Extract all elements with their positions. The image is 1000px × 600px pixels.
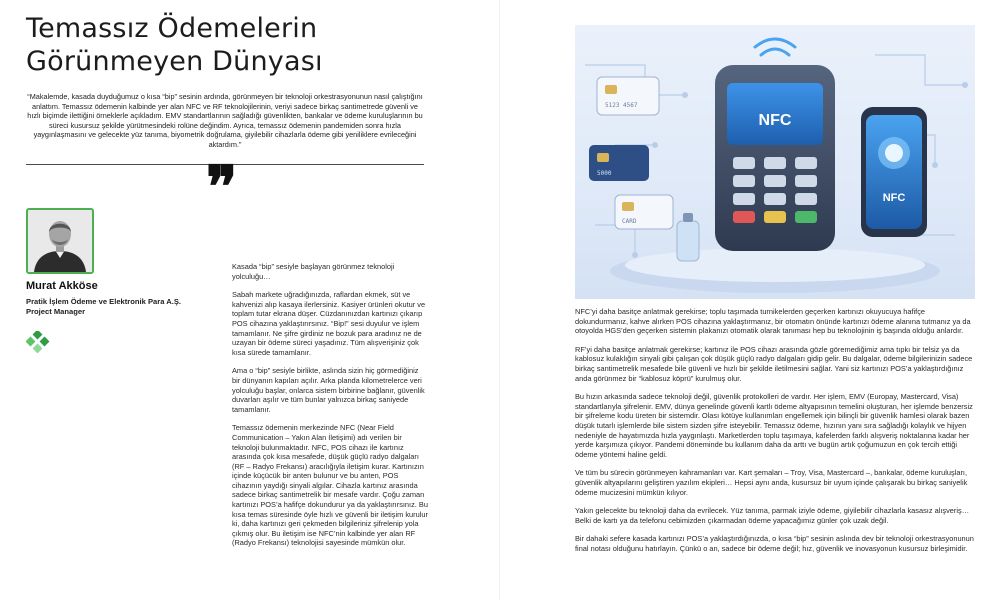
- hero-illustration: [575, 25, 975, 299]
- pos-terminal-icon: [715, 65, 835, 251]
- svg-text:5000: 5000: [597, 170, 612, 177]
- wireless-signal-icon: [755, 39, 795, 55]
- article-abstract: “Makalemde, kasada duyduğumuz o kısa “bip” sesinin ardında, görünmeyen bir teknoloji orkestrasyonunun nasıl çalıştığını anlattım. Temassız ödemenin kalbinde yer alan NFC ve RF teknolojilerinin, veriyi sadece birkaç santimetrede güvenli ve hızlı biçimde ilettiğini örneklerle açıkladım. EMV standartlarının sağladığı güvenlikten, bankalar ve ödeme kuruluşlarının bu süreci kusursuz şekilde yürütmesindeki rolüne değindim. Ayrıca, temassız ödemenin pandemiden sonra hızla yaygınlaşmasını ve gelecekte yüz tanıma, biyometrik doğrulama, giyilebilir cihazlarla ödeme gibi yeniliklere evrileceğini aktardım.”: [27, 92, 423, 149]
- paragraph: Ve tüm bu sürecin görünmeyen kahramanları var. Kart şemaları – Troy, Visa, Mastercard –, bankalar, ödeme kuruluşları, güvenlik altyapılarını geliştiren yazılım ekipleri… Hepsi aynı anda, kusursuz bir uyum içinde çalışarak bu birkaç saniyelik ödeme mucizesini mümkün kılıyor.: [575, 468, 968, 497]
- avatar: [28, 210, 92, 272]
- bottle-icon: [677, 213, 699, 261]
- card-icon: [597, 77, 659, 115]
- svg-text:5123 4567: 5123 4567: [605, 102, 638, 109]
- article-title: [26, 12, 323, 78]
- right-page: [500, 0, 1000, 600]
- author-photo: [26, 208, 94, 274]
- card-icon: [615, 195, 673, 229]
- title-line-2: Görünmeyen Dünyası: [26, 46, 323, 77]
- body-column-left: [232, 262, 428, 557]
- paragraph: Sabah markete uğradığınızda, raflardan ekmek, süt ve kahvenizi alıp kasaya ilerlersiniz. Kasiyer ürünleri okutur ve toplam tutar ekrana düşer. Cüzdanınızdan kartınızı çıkarıp POS cihazına yaklaştırırsınız. “Bip!” sesi duyulur ve işlem tamamlanır. Ne şifre girdiniz ne bozuk para aradınız ne de uzayan bir ödeme süreci yaşadınız. Tüm alışverişiniz çok kısa sürede tamamlanır.: [232, 290, 426, 357]
- paragraph: Bir dahaki sefere kasada kartınızı POS’a yaklaştırdığınızda, o kısa “bip” sesinin aslında dev bir teknoloji orkestrasyonunun final notası olduğunu hatırlayın. Çünkü o an, sadece bir ödeme değil; hız, güvenlik ve inovasyonun kusursuz birleşimidir.: [575, 534, 974, 553]
- paragraph: Temassız ödemenin merkezinde NFC (Near Field Communication – Yakın Alan İletişimi) adı verilen bir teknoloji bulunmaktadır. NFC, POS cihazı ile kartınız arasında çok kısa mesafede, düşük güçlü radyo dalgaları (RF – Radyo Frekansı) aracılığıyla iletişim kurar. Kartınızın içinde küçücük bir anten bulunur ve bu anten, POS cihazının yaydığı sinyali algılar. Cihazla kartınız arasında sadece birkaç santimetrelik bir mesafe vardır. Çoğu zaman kartınızı POS’a hafifçe dokundurur ya da yaklaştırırsınız. Bu kısa temas süresinde öyle hızlı ve güvenli bir iletişim kurulur ki, daha kartınızı geri çekmeden bilgileriniz şifrelenip yola çıkmış olur. Bu iletişim ise NFC’nin kalbinde yer alan RF (Radyo Frekansı) teknolojisi sayesinde mümkün olur.: [232, 423, 428, 548]
- title-line-1: Temassız Ödemelerin: [26, 13, 318, 44]
- smartphone-icon: [861, 107, 927, 237]
- body-column-right: [575, 307, 977, 562]
- svg-text:CARD: CARD: [622, 218, 637, 225]
- svg-text:NFC: NFC: [882, 192, 906, 204]
- paragraph: Kasada “bip” sesiyle başlayan görünmez teknoloji yolculuğu…: [232, 262, 395, 281]
- author-name: Murat Akköse: [26, 280, 98, 292]
- paragraph: Bu hızın arkasında sadece teknoloji değil, güvenlik protokolleri de vardır. Her işlem, EMV (Europay, Mastercard, Visa) standartlarıyla şifrelenir. EMV, dünya genelinde güvenli kartlı ödeme altyapısının temelini oluşturan, her işlemde benzersiz bir şifreleme kodu üreten bir sistemdir. Olası kötüye kullanımları engellemek için bilinçli bir güvenlik hamlesi olarak bazen düşük tutarlı işlemlerde bile sistem sizden şifre isteyebilir. Temassız ödeme, hızının yanı sıra sağladığı kolaylık ve hijyen nedeniyle de hayatımızda hızla yaygınlaştı. Marketlerden toplu taşımaya, kafelerden farklı alışveriş noktalarına kadar her yerde karşımıza çıkıyor. Pandemi döneminde bu kullanım daha da arttı ve bugün artık çoğumuzun en çok tercih ettiği ödeme yöntemi haline geldi.: [575, 392, 973, 459]
- nfc-payment-illustration: [575, 25, 975, 299]
- quote-mark-icon: ❞: [206, 153, 238, 221]
- paragraph: Yakın gelecekte bu teknoloji daha da evrilecek. Yüz tanıma, parmak iziyle ödeme, giyilebilir cihazlarla kasasız alışveriş… Belki de kartı ya da telefonu cebimizden çıkarmadan ödeme yapacağımız günler çok uzak değil.: [575, 506, 970, 525]
- paragraph: Ama o “bip” sesiyle birlikte, aslında sizin hiç görmediğiniz bir dünyanın kapıları açılır. Arka planda kilometrelerce veri yolculuğu başlar, onlarca sistem birbirine bağlanır, güvenlik duvarları aşılır ve tüm bunlar yalnızca birkaç saniyede tamamlanır.: [232, 366, 425, 414]
- card-icon: [589, 145, 649, 181]
- paragraph: RF’yi daha basitçe anlatmak gerekirse; kartınız ile POS cihazı arasında gözle göremediğimiz ama tıpkı bir telsiz ya da kablosuz kulaklığın sinyali gibi çalışan çok düşük güçlü radyo dalgaları gidip gelir. Bu dalgalar, ödeme bilgilerinizin sadece birkaç santimetrelik mesafede bile güvenli ve hızlı bir şekilde iletilmesini sağlar. Yani siz kartınızı POS’a yaklaştırdığınız anda görünmez bir “kablosuz köprü” kurulmuş olur.: [575, 344, 973, 383]
- paragraph: NFC’yi daha basitçe anlatmak gerekirse; toplu taşımada turnikelerden geçerken kartınızı okuyucuya hafifçe dokundurmanız, kahve alırken POS cihazına yaklaştırmanız, bir otomatın önünde kartınızı ödeme alanına tutmanız ya da otoyolda HGS’den geçerken sistemin plakanızı otomatik olarak tanıması hep bu teknolojinin iş başında olduğu anlardır.: [575, 307, 971, 336]
- author-role: Pratik İşlem Ödeme ve Elektronik Para A.Ş. Project Manager: [26, 297, 182, 316]
- svg-text:NFC: NFC: [758, 112, 792, 129]
- company-logo-icon: [26, 331, 50, 353]
